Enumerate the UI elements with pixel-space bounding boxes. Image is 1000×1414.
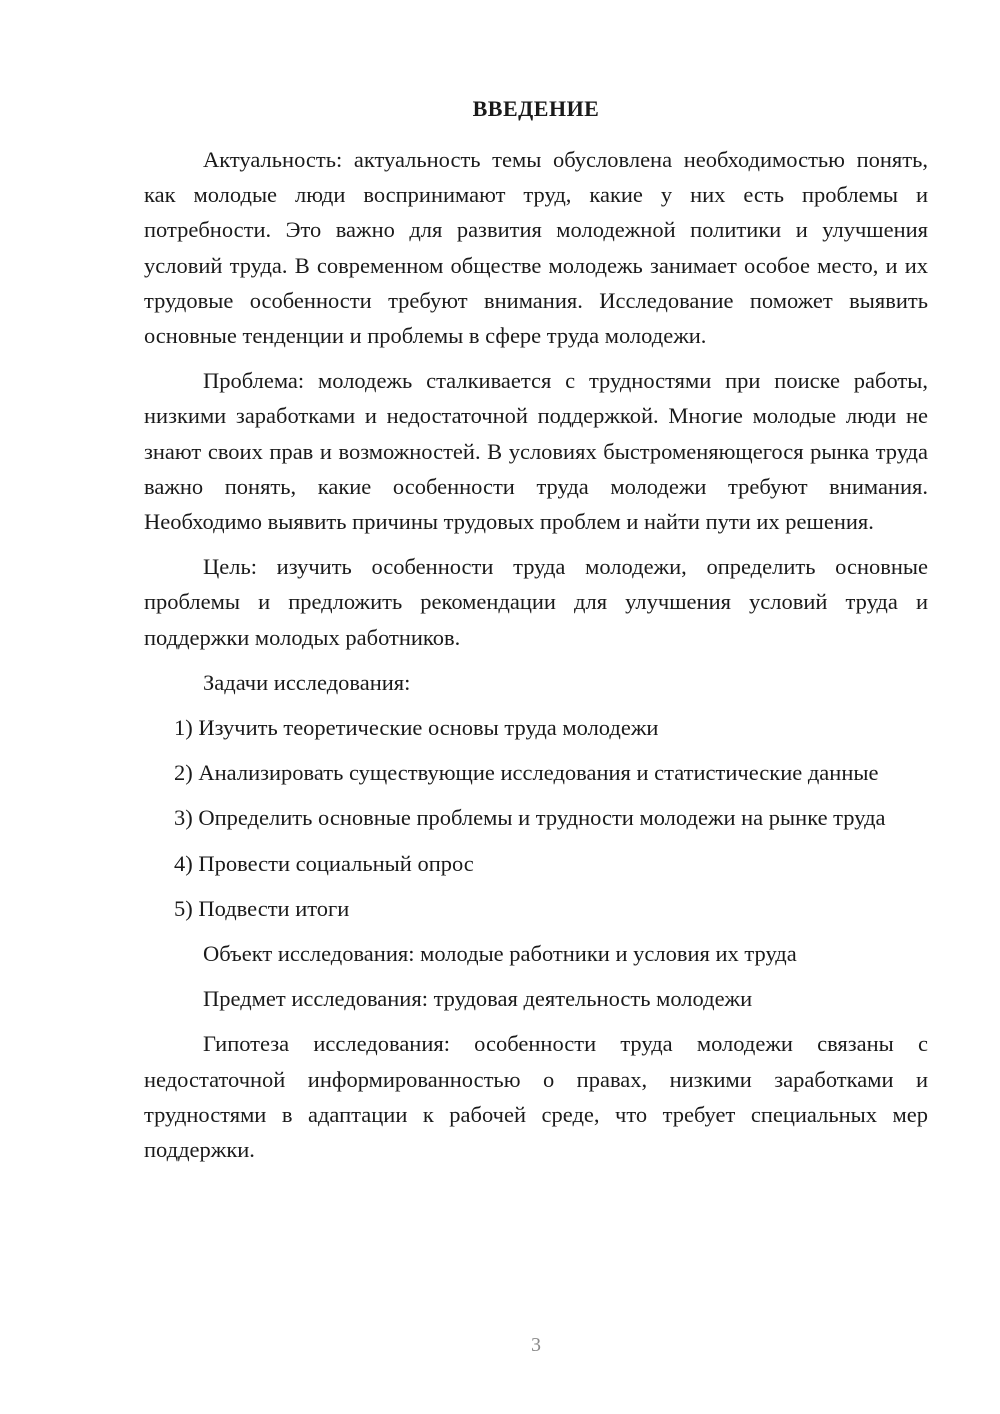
task-item: 3) Определить основные проблемы и трудности молодежи на рынке труда (174, 805, 886, 831)
body-text (144, 142, 928, 1167)
task-item: 5) Подвести итоги (174, 895, 350, 921)
task-item: 2) Анализировать существующие исследования и статистические данные (174, 760, 879, 786)
tasks-title: Задачи исследования: (203, 669, 411, 695)
research-object: Объект исследования: молодые работники и условия их труда (203, 941, 797, 967)
section-heading: ВВЕДЕНИЕ (472, 96, 600, 121)
goal-paragraph: Цель: изучить особенности труда молодежи, определить основные проблемы и предложить рекомендации для улучшения условий труда и поддержки молодых работников. (144, 554, 928, 650)
relevance-paragraph: Актуальность: актуальность темы обусловлена необходимостью понять, как молодые люди воспринимают труд, какие у них есть проблемы и потребности. Это важно для развития молодежной политики и улучшения условий труда. В современном обществе молодежь занимает особое место, и их трудовые особенности требуют внимания. Исследование поможет выявить основные тенденции и проблемы в сфере труда молодежи. (144, 147, 928, 349)
page-number: 3 (531, 1334, 541, 1356)
research-subject: Предмет исследования: трудовая деятельность молодежи (203, 986, 753, 1012)
problem-paragraph: Проблема: молодежь сталкивается с трудностями при поиске работы, низкими заработками и недостаточной поддержкой. Многие молодые люди не знают своих прав и возможностей. В условиях быстроменяющегося рынка труда важно понять, какие особенности труда молодежи требуют внимания. Необходимо выявить причины трудовых проблем и найти пути их решения. (144, 368, 928, 535)
task-item: 4) Провести социальный опрос (174, 850, 474, 876)
task-item: 1) Изучить теоретические основы труда молодежи (174, 715, 659, 741)
hypothesis-paragraph: Гипотеза исследования: особенности труда молодежи связаны с недостаточной информированностью о правах, низкими заработками и трудностями в адаптации к рабочей среде, что требует специальных мер поддержки. (144, 1031, 928, 1163)
